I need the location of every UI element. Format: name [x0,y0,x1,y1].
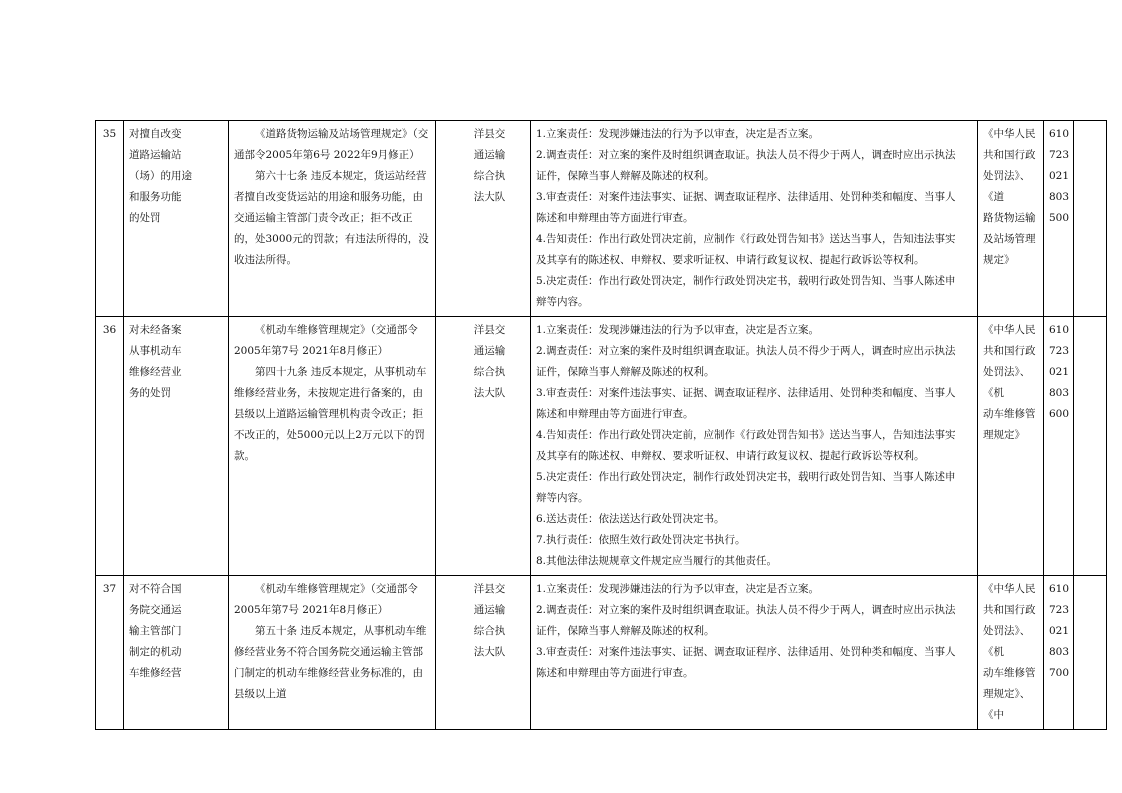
duty-item: 4.告知责任：作出行政处罚决定前，应制作《行政处罚告知书》送达当事人，告知违法事实及其享有的陈述权、申辩权、要求听证权、申请行政复议权、提起行政诉讼等权利。 [536,429,956,462]
duties-cell [531,121,964,317]
duty-item: 3.审查责任：对案件违法事实、证据、调查取证程序、法律适用、处罚种类和幅度、当事人陈述和申辩理由等方面进行审查。 [536,191,956,224]
item-name: 对擅自改变 道路运输站 （场）的用途 和服务功能 的处罚 [129,128,192,224]
item-name-cell [124,576,200,730]
duty-item: 1.立案责任：发现涉嫌违法的行为予以审查，决定是否立案。 [536,583,820,595]
legal-basis-cell [229,576,436,730]
duties-cell [531,317,964,576]
department: 洋县交 通运输 综合执 法大队 [473,324,506,399]
item-code: 610 723 021 803 500 [1049,128,1070,224]
table-row [96,576,1107,730]
duty-item: 6.送达责任：依法送达行政处罚决定书。 [536,513,725,525]
duty-item: 2.调查责任：对立案的案件及时组织调查取证。执法人员不得少于两人，调查时应出示执法证件，保障当事人辩解及陈述的权利。 [536,149,956,182]
dept-cell [463,317,517,576]
duty-item: 1.立案责任：发现涉嫌违法的行为予以审查，决定是否立案。 [536,128,820,140]
basis-article: 第六十七条 违反本规定，货运站经营者擅自改变货运站的用途和服务功能，由交通运输主管部门责令改正；拒不改正的，处3000元的罚款；有违法所得的，没收违法所得。 [234,170,429,266]
duty-item: 3.审查责任：对案件违法事实、证据、调查取证程序、法律适用、处罚种类和幅度、当事人陈述和申辩理由等方面进行审查。 [536,646,956,679]
law-cell [978,317,1044,576]
item-name-cell [124,121,200,317]
item-code: 610 723 021 803 600 [1049,324,1070,420]
code-cell [1044,121,1074,317]
duties-cell [531,576,964,730]
duty-item: 8.其他法律法规规章文件规定应当履行的其他责任。 [536,555,778,567]
table-row [96,317,1107,576]
law-cell [978,121,1044,317]
duty-item: 1.立案责任：发现涉嫌违法的行为予以审查，决定是否立案。 [536,324,820,336]
item-name: 对未经备案 从事机动车 维修经营业 务的处罚 [129,324,182,399]
code-cell [1044,576,1074,730]
dept-cell [463,121,517,317]
duty-item: 2.调查责任：对立案的案件及时组织调查取证。执法人员不得少于两人，调查时应出示执法证件，保障当事人辩解及陈述的权利。 [536,604,956,637]
basis-article: 第五十条 违反本规定，从事机动车维修经营业务不符合国务院交通运输主管部门制定的机动车维修经营业务标准的，由县级以上道 [234,625,427,700]
duty-item: 2.调查责任：对立案的案件及时组织调查取证。执法人员不得少于两人，调查时应出示执法证件，保障当事人辩解及陈述的权利。 [536,345,956,378]
row-number: 37 [96,576,124,730]
remarks-cell [1074,317,1107,576]
basis-source: 《道路货物运输及站场管理规定》（交通部令2005年第6号 2022年9月修正） [234,128,429,161]
code-cell [1044,317,1074,576]
legal-basis-cell [229,317,436,576]
enforcement-table [95,120,1107,730]
remarks-cell [1074,576,1107,730]
table-row [96,121,1107,317]
duty-item: 5.决定责任：作出行政处罚决定，制作行政处罚决定书，载明行政处罚告知、当事人陈述申辩等内容。 [536,275,956,308]
remarks-cell [1074,121,1107,317]
law-reference: 《中华人民 共和国行政 处罚法》、《机 动车维修管 理规定》 [983,324,1036,441]
department: 洋县交 通运输 综合执 法大队 [473,128,506,203]
duty-item: 7.执行责任：依照生效行政处罚决定书执行。 [536,534,746,546]
basis-article: 第四十九条 违反本规定，从事机动车维修经营业务，未按规定进行备案的，由县级以上道路运输管理机构责令改正；拒不改正的，处5000元以上2万元以下的罚款。 [234,366,427,462]
legal-basis-cell [229,121,436,317]
duty-item: 5.决定责任：作出行政处罚决定，制作行政处罚决定书，载明行政处罚告知、当事人陈述申辩等内容。 [536,471,956,504]
row-number: 35 [96,121,124,317]
basis-source: 《机动车维修管理规定》（交通部令2005年第7号 2021年8月修正） [234,583,418,616]
dept-cell [463,576,517,730]
duty-item: 4.告知责任：作出行政处罚决定前，应制作《行政处罚告知书》送达当事人，告知违法事实及其享有的陈述权、申辩权、要求听证权、申请行政复议权、提起行政诉讼等权利。 [536,233,956,266]
department: 洋县交 通运输 综合执 法大队 [473,583,506,658]
law-reference: 《中华人民 共和国行政 处罚法》、《道 路货物运输 及站场管理 规定》 [983,128,1036,266]
law-cell [978,576,1044,730]
item-name: 对不符合国 务院交通运 输主管部门 制定的机动 车维修经营 [129,583,182,679]
item-code: 610 723 021 803 700 [1049,583,1070,679]
row-number: 36 [96,317,124,576]
duty-item: 3.审查责任：对案件违法事实、证据、调查取证程序、法律适用、处罚种类和幅度、当事人陈述和申辩理由等方面进行审查。 [536,387,956,420]
item-name-cell [124,317,200,576]
basis-source: 《机动车维修管理规定》（交通部令2005年第7号 2021年8月修正） [234,324,418,357]
law-reference: 《中华人民 共和国行政 处罚法》、《机 动车维修管 理规定》、《中 [983,583,1036,721]
